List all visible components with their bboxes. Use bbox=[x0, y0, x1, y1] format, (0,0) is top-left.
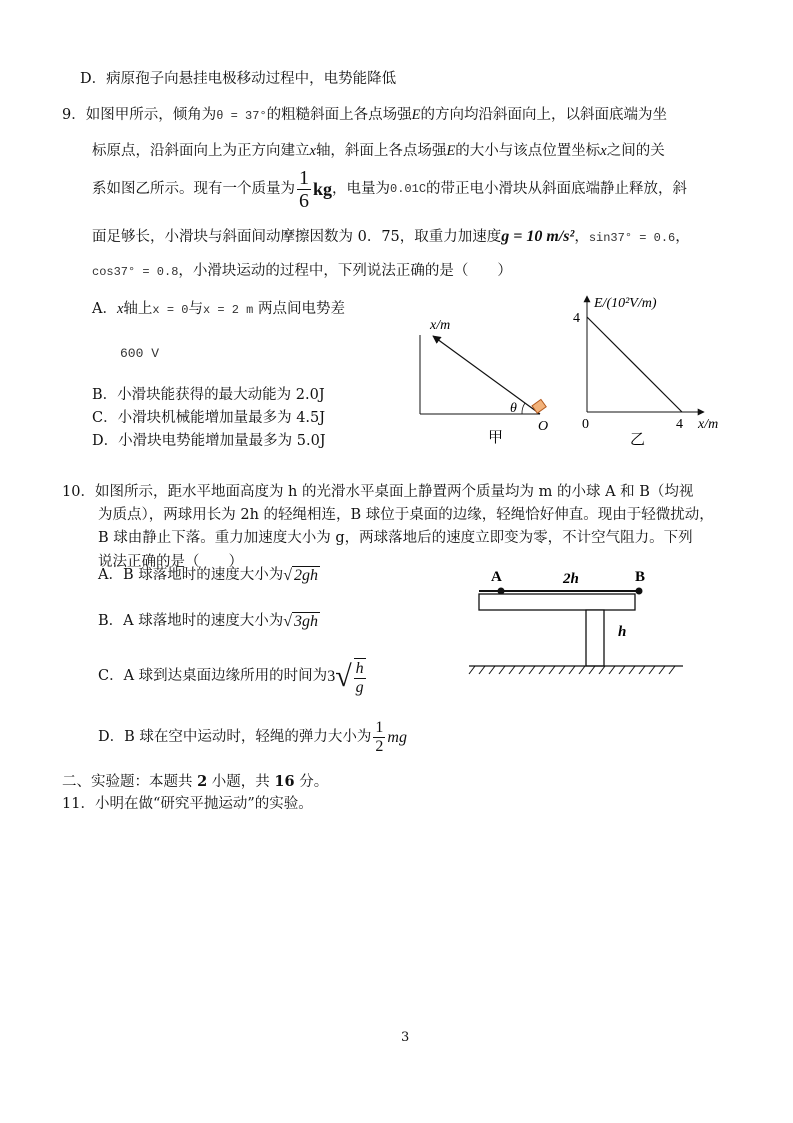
ground-hatching bbox=[469, 666, 675, 674]
yi-origin: 0 bbox=[582, 417, 589, 432]
jia-axis-label: x/m bbox=[430, 318, 451, 333]
q10-option-b bbox=[98, 612, 320, 631]
yi-data-line bbox=[587, 317, 682, 412]
q9-opta-x2: x = 2 m bbox=[202, 303, 254, 317]
table-top bbox=[479, 594, 635, 610]
q10-optd-fraction bbox=[373, 720, 385, 755]
q10-option-a bbox=[98, 566, 320, 585]
q9-line2 bbox=[92, 143, 665, 160]
q9-option-c: C．小滑块机械能增加量最多为 4.5J bbox=[92, 410, 326, 426]
q10-line3: B 球由静止下落。重力加速度大小为 g，两球落地后的速度立即变为零，不计空气阻力。下列 bbox=[98, 530, 693, 546]
q10-optb-radicand: 3gh bbox=[294, 613, 319, 630]
q9-line2-c: 的大小与该点位置坐标 bbox=[455, 143, 601, 159]
q9-line1-b: 的粗糙斜面上各点场强 bbox=[266, 107, 412, 123]
q9-line3-c: 的带正电小滑块从斜面底端静止释放，斜 bbox=[426, 180, 688, 197]
ball-b bbox=[636, 588, 643, 595]
q10-line4: 说法正确的是（ ） bbox=[98, 554, 243, 570]
q9-mass-den: 6 bbox=[299, 190, 309, 212]
page-number: 3 bbox=[401, 1030, 410, 1045]
q9-line3-a: 系如图乙所示。现有一个质量为 bbox=[92, 180, 295, 197]
label-b: B bbox=[635, 569, 646, 585]
q9-option-d: D．小滑块电势能增加量最多为 5.0J bbox=[92, 433, 326, 449]
q9-line1-a: 9．如图甲所示，倾角为 bbox=[62, 107, 217, 123]
q10-optc-coef: 3 bbox=[327, 668, 336, 686]
q9-opta-d: 两点间电势差 bbox=[257, 301, 345, 317]
q8-option-d: D．病原孢子向悬挂电极移动过程中，电势能降低 bbox=[80, 71, 397, 87]
q10-optb-text: B．A 球落地时的速度大小为 bbox=[98, 612, 284, 629]
q9-line2-a: 标原点，沿斜面向上为正方向建立 bbox=[92, 143, 310, 159]
q9-line1-c: 的方向均沿斜面向上，以斜面底端为坐 bbox=[420, 107, 668, 123]
q9-x-symbol-2: x bbox=[600, 143, 607, 159]
q10-opta-radicand: 2gh bbox=[294, 567, 319, 584]
q9-line3 bbox=[92, 168, 687, 211]
q10-option-c bbox=[98, 658, 368, 696]
q10-optd-text: D．B 球在空中运动时，轻绳的弹力大小为 bbox=[98, 728, 372, 745]
q9-line1 bbox=[62, 107, 667, 124]
q10-optc-fraction bbox=[354, 658, 366, 696]
q9-E-symbol: E bbox=[411, 107, 421, 123]
q9-line4 bbox=[92, 227, 690, 246]
q9-opta-x: x bbox=[116, 301, 124, 317]
jia-origin-label: O bbox=[538, 419, 549, 434]
section2-count: 2 bbox=[197, 773, 208, 790]
q10-optd-num: 1 bbox=[375, 719, 384, 736]
q10-figure-table bbox=[465, 563, 690, 678]
q9-mass-num: 1 bbox=[299, 167, 309, 189]
yi-y-label: E/(10²V/m) bbox=[594, 296, 657, 311]
q10-line1: 10．如图所示，距水平地面高度为 h 的光滑水平桌面上静置两个质量均为 m 的小球 A 和 B（均视 bbox=[62, 484, 694, 500]
q9-line3-b: ，电量为 bbox=[332, 180, 391, 197]
q9-line4-c: ， bbox=[675, 229, 690, 245]
label-h: h bbox=[618, 624, 627, 640]
q9-opta-b: 轴上 bbox=[123, 301, 153, 317]
jia-caption: 甲 bbox=[488, 430, 504, 446]
q9-figure-yi bbox=[572, 290, 737, 447]
ball-a bbox=[498, 588, 505, 595]
q9-line4-b: ， bbox=[574, 229, 589, 245]
q9-E-symbol-2: E bbox=[446, 143, 456, 159]
yi-x-tick: 4 bbox=[676, 417, 683, 432]
jia-slider-block bbox=[532, 399, 546, 413]
q9-line5 bbox=[92, 263, 512, 280]
q9-line4-a: 面足够长，小滑块与斜面间动摩擦因数为 0．75，取重力加速度 bbox=[92, 229, 502, 245]
q9-sin-expr: sin37° = 0.6 bbox=[588, 231, 676, 245]
q10-optb-sqrt: √ 3gh bbox=[283, 613, 319, 630]
q9-option-b: B．小滑块能获得的最大动能为 2.0J bbox=[92, 387, 325, 403]
yi-caption: 乙 bbox=[630, 432, 646, 447]
q10-opta-text: A．B 球落地时的速度大小为 bbox=[98, 566, 284, 583]
q9-cos-expr: cos37° = 0.8 bbox=[92, 265, 179, 279]
section2-heading-b: 小题，共 bbox=[207, 774, 275, 790]
q9-theta: θ = 37° bbox=[216, 109, 267, 123]
q11-line1: 11．小明在做“研究平抛运动”的实验。 bbox=[62, 796, 313, 812]
jia-incline-axis bbox=[433, 336, 540, 414]
q9-g-expr: g = 10 m/s² bbox=[501, 228, 575, 245]
q10-opta-sqrt: √ 2gh bbox=[283, 567, 319, 584]
label-a: A bbox=[491, 569, 502, 585]
q10-option-d bbox=[98, 720, 407, 755]
section2-heading bbox=[62, 773, 328, 791]
q9-line5-b: ，小滑块运动的过程中，下列说法正确的是（ ） bbox=[178, 263, 512, 279]
q9-opta-a: A． bbox=[92, 301, 117, 317]
q9-opta-c: 与 bbox=[188, 301, 203, 317]
q10-optd-den: 2 bbox=[375, 738, 384, 755]
q9-mass-fraction bbox=[297, 168, 311, 211]
q9-figure-jia bbox=[410, 312, 570, 447]
q9-opta-x0: x = 0 bbox=[152, 303, 189, 317]
q10-optc-den: g bbox=[355, 679, 364, 696]
yi-y-tick: 4 bbox=[573, 311, 580, 326]
q9-line2-b: 轴，斜面上各点场强 bbox=[315, 143, 447, 159]
section2-points: 16 bbox=[274, 773, 295, 790]
q9-line2-d: 之间的关 bbox=[606, 143, 665, 159]
q10-optc-text: C．A 球到达桌面边缘所用的时间为 bbox=[98, 668, 328, 685]
jia-angle-arc bbox=[522, 403, 525, 414]
q10-optd-tail: mg bbox=[387, 728, 407, 746]
q10-optc-num: h bbox=[355, 660, 364, 677]
q9-charge: 0.01C bbox=[390, 182, 427, 197]
table-leg bbox=[586, 610, 604, 666]
q9-option-a bbox=[92, 301, 345, 318]
q9-mass-unit: kg bbox=[313, 178, 333, 199]
q10-line2: 为质点），两球用长为 2h 的轻绳相连，B 球位于桌面的边缘，轻绳恰好伸直。现由于轻微扰动， bbox=[98, 507, 714, 523]
section2-heading-a: 二、实验题：本题共 bbox=[62, 774, 198, 790]
label-rope: 2h bbox=[563, 571, 579, 587]
q9-option-a-value: 600 V bbox=[120, 346, 160, 361]
yi-x-label: x/m bbox=[698, 417, 719, 432]
jia-angle-label: θ bbox=[510, 401, 517, 416]
section2-heading-c: 分。 bbox=[294, 774, 329, 790]
q9-x-symbol: x bbox=[309, 143, 316, 159]
q10-optc-radical-sign: √ bbox=[335, 660, 352, 693]
